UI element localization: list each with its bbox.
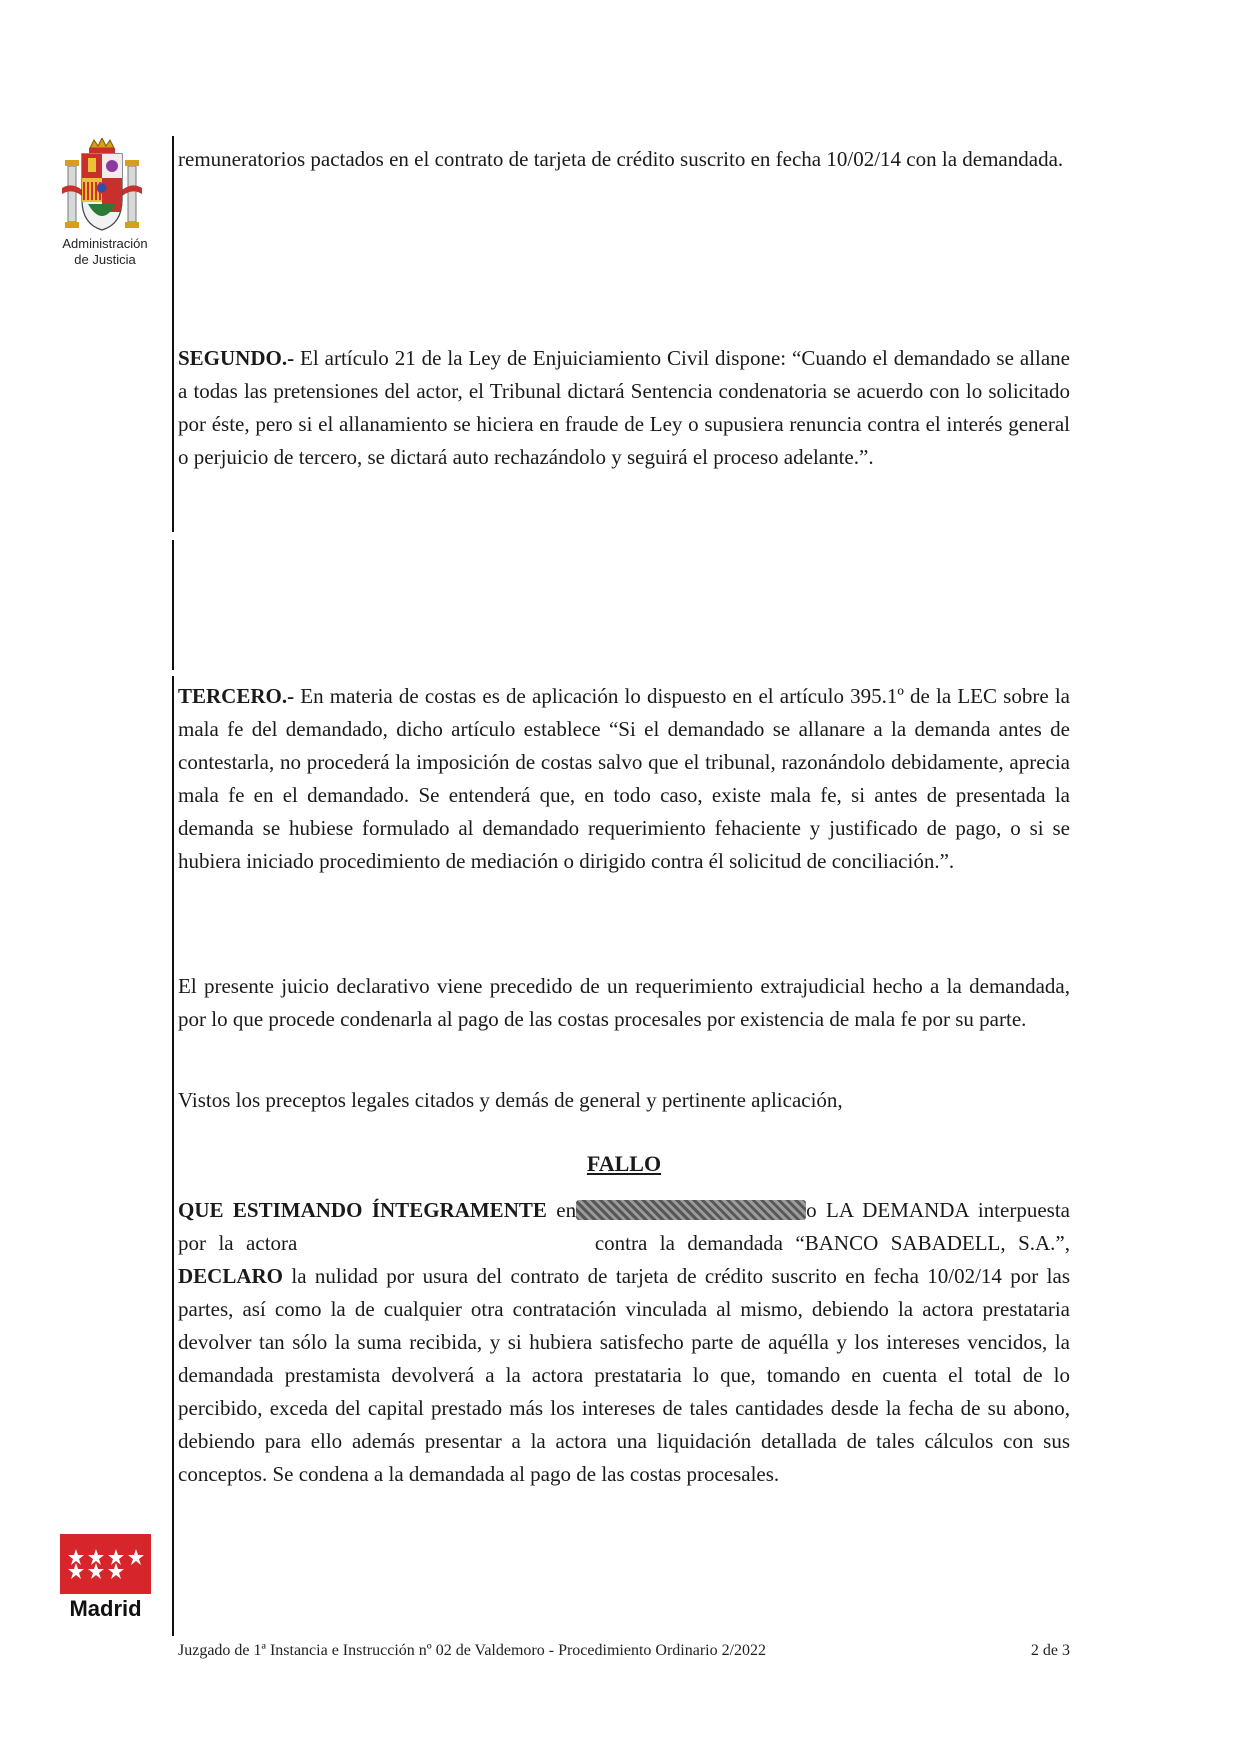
institution-label-line1: Administración [62,236,148,251]
segundo-label: SEGUNDO.- [178,346,295,370]
institution-label-line2: de Justicia [74,252,136,267]
margin-rule-top [172,136,174,532]
page-footer [178,1642,1070,1660]
stars-icon [67,1547,145,1581]
fallo-text-d: la nulidad por usura del contrato de tarjeta de crédito suscrito en fecha 10/02/14 por las partes, así como la de cualquier otra contratación vinculada al mismo, debiendo la actora prestataria devolver tan sólo la suma recibida, y si hubiera satisfecho parte de aquélla y los intereses vencidos, la demandada prestamista devolverá a la actora prestataria lo que, tomando en cuenta el total de lo percibido, exceda del capital prestado más los intereses de tales cantidades desde la fecha de su abono, debiendo para ello además presentar a la actora una liquidación detallada de tales cálculos con sus conceptos. Se condena a la demandada al pago de las costas procesales. [178,1264,1070,1486]
institution-label [50,236,160,268]
margin-rule-bottom [172,676,174,1636]
paragraph-mala-fe: El presente juicio declarativo viene precedido de un requerimiento extrajudicial hecho a la demandada, por lo que procede condenarla al pago de las costas procesales por existencia de mala fe por su parte. [178,974,1070,1031]
margin-rule-middle [172,540,174,670]
fallo-text-b: o LA DEMANDA interpuesta por la actora [178,1198,1070,1255]
tercero-text: En materia de costas es de aplicación lo dispuesto en el artículo 395.1º de la LEC sobre la mala fe del demandado, dicho artículo establece “Si el demandado se allanare a la demanda antes de contestarla, no procederá la imposición de costas salvo que el tribunal, razonándolo debidamente, aprecia mala fe en el demandado. Se entenderá que, en todo caso, existe mala fe, si antes de presentada la demanda se hubiese formulado al demandado requerimiento fehaciente y justificado de pago, o si se hubiera iniciado procedimiento de mediación o dirigido contra él solicitud de conciliación.”. [178,684,1070,873]
coat-of-arms-logo [62,138,142,234]
paragraph-tercero [178,680,1070,878]
fallo-text-a: en [546,1198,577,1222]
paragraph-fallo [178,1194,1070,1491]
footer-court: Juzgado de 1ª Instancia e Instrucción nº 02 de Valdemoro - Procedimiento Ordinario 2/2022 [178,1642,767,1659]
fallo-lead: QUE ESTIMANDO ÍNTEGRAMENTE [178,1198,547,1222]
footer-page-number: 2 de 3 [1030,1642,1070,1659]
madrid-flag-logo [60,1534,151,1594]
fallo-text-c: contra la demandada “BANCO SABADELL, S.A.”, [594,1231,1071,1255]
region-label: Madrid [69,1596,142,1621]
paragraph-segundo [178,342,1070,474]
tercero-label: TERCERO.- [178,684,295,708]
redaction-mark [576,1200,806,1220]
fallo-heading: FALLO [586,1151,662,1176]
paragraph-vistos: Vistos los preceptos legales citados y demás de general y pertinente aplicación, [178,1088,843,1112]
segundo-text: El artículo 21 de la Ley de Enjuiciamiento Civil dispone: “Cuando el demandado se allane a todas las pretensiones del actor, el Tribunal dictará Sentencia condenatoria se acuerdo con lo solicitado por éste, pero si el allanamiento se hiciera en fraude de Ley o supusiera renuncia contra el interés general o perjuicio de tercero, se dictará auto rechazándolo y seguirá el proceso adelante.”. [178,346,1070,469]
paragraph-intro: remuneratorios pactados en el contrato de tarjeta de crédito suscrito en fecha 10/02/14 con la demandada. [178,147,1064,171]
fallo-declaro: DECLARO [178,1264,284,1288]
